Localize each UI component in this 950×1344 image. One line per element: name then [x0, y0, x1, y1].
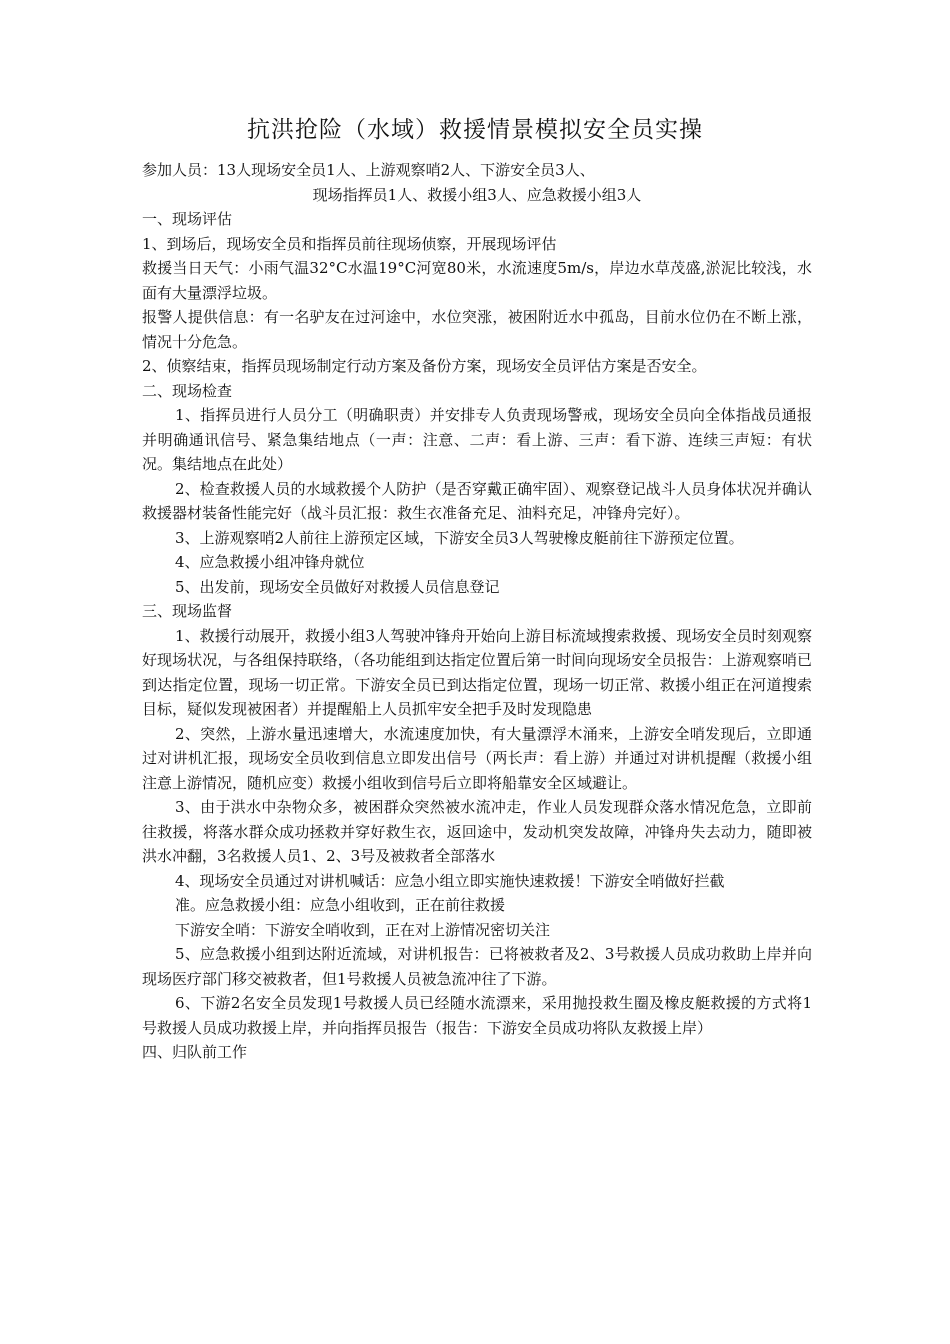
paragraph: 下游安全哨：下游安全哨收到，正在对上游情况密切关注: [175, 920, 551, 939]
paragraph: 6、下游2名安全员发现1号救援人员已经随水流漂来，采用抛投救生圈及橡皮艇救援的方式将1号救援人员成功救援上岸，并向指挥员报告（报告：下游安全员成功将队友救援上岸）: [142, 994, 812, 1037]
paragraph: 4、现场安全员通过对讲机喊话：应急小组立即实施快速救援！下游安全哨做好拦截: [175, 871, 725, 890]
paragraph: 5、出发前，现场安全员做好对救援人员信息登记: [175, 577, 500, 596]
participants-line-1: 参加人员：13人现场安全员1人、上游观察哨2人、下游安全员3人、: [142, 161, 595, 179]
paragraph: 1、到场后，现场安全员和指挥员前往现场侦察，开展现场评估: [142, 234, 557, 253]
paragraph: 2、侦察结束，指挥员现场制定行动方案及备份方案，现场安全员评估方案是否安全。: [142, 357, 707, 375]
page-title: 抗洪抢险（水域）救援情景模拟安全员实操: [247, 117, 703, 143]
document-body: [142, 158, 812, 1065]
section-heading: 二、现场检查: [142, 381, 233, 400]
paragraph: 3、上游观察哨2人前往上游预定区域，下游安全员3人驾驶橡皮艇前往下游预定位置。: [175, 528, 744, 547]
paragraph: 3、由于洪水中杂物众多，被困群众突然被水流冲走，作业人员发现群众落水情况危急，立即前往救援，将落水群众成功拯救并穿好救生衣，返回途中，发动机突发故障，冲锋舟失去动力，随即被洪水冲翻，3名救援人员1、2、3号及被救者全部落水: [142, 798, 812, 865]
paragraph: 1、救援行动展开，救援小组3人驾驶冲锋舟开始向上游目标流域搜索救援、现场安全员时刻观察好现场状况，与各组保持联络，（各功能组到达指定位置后第一时间向现场安全员报告：上游观察哨已到达指定位置，现场一切正常。下游安全员已到达指定位置，现场一切正常、救援小组正在河道搜索目标，疑似发现被困者）并提醒船上人员抓牢安全把手及时发现隐患: [142, 626, 812, 718]
paragraph: 救援当日天气：小雨气温32°C水温19°C河宽80米，水流速度5m/s，岸边水草茂盛,淤泥比较浅，水面有大量漂浮垃圾。: [142, 259, 812, 302]
paragraph: 2、检查救援人员的水域救援个人防护（是否穿戴正确牢固）、观察登记战斗人员身体状况并确认救援器材装备性能完好（战斗员汇报：救生衣准备充足、油料充足，冲锋舟完好）。: [142, 479, 812, 522]
paragraph: 准。应急救援小组：应急小组收到，正在前往救援: [175, 896, 506, 914]
section-heading: 一、现场评估: [142, 210, 233, 228]
paragraph: 4、应急救援小组冲锋舟就位: [175, 553, 365, 571]
paragraph: 2、突然，上游水量迅速增大，水流速度加快，有大量漂浮木涌来，上游安全哨发现后，立即通过对讲机汇报，现场安全员收到信息立即发出信号（两长声：看上游）并通过对讲机提醒（救援小组注意上游情况，随机应变）救援小组收到信号后立即将船靠安全区域避让。: [142, 724, 812, 792]
participants-line-2: 现场指挥员1人、救援小组3人、应急救援小组3人: [312, 185, 642, 204]
section-heading: 三、现场监督: [142, 602, 233, 620]
paragraph: 1、指挥员进行人员分工（明确职责）并安排专人负责现场警戒，现场安全员向全体指战员通报并明确通讯信号、紧急集结地点（一声：注意、二声：看上游、三声：看下游、连续三声短：有状况。集结地点在此处）: [142, 406, 812, 473]
paragraph: 报警人提供信息：有一名驴友在过河途中，水位突涨，被困附近水中孤岛，目前水位仍在不断上涨，情况十分危急。: [142, 308, 812, 351]
paragraph: 5、应急救援小组到达附近流域，对讲机报告：已将被救者及2、3号救援人员成功救助上岸并向现场医疗部门移交被救者，但1号救援人员被急流冲往了下游。: [142, 945, 812, 988]
section-heading: 四、归队前工作: [142, 1043, 248, 1061]
